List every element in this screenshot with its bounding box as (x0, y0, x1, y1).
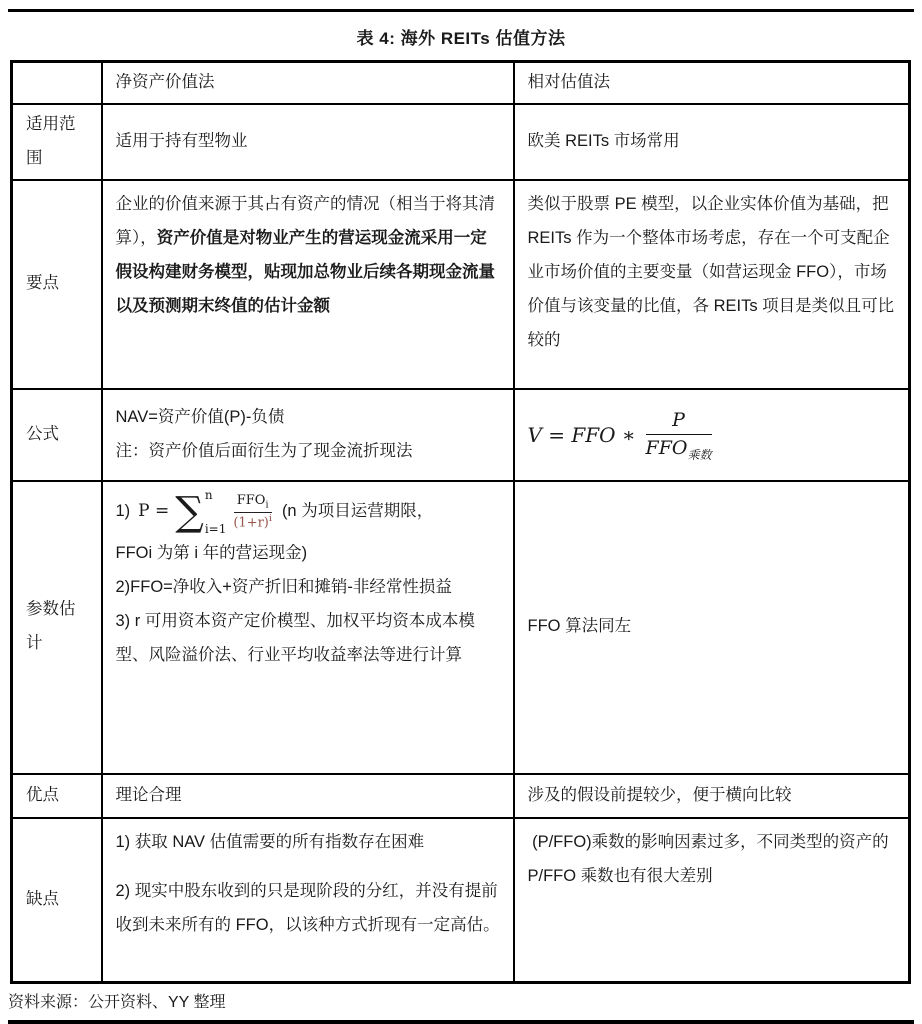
keypoints-rel-cell: 类似于股票 PE 模型，以企业实体价值为基础，把 REITs 作为一个整体市场考虑，存在一个可支配企业市场价值的主要变量（如营运现金 FFO），市场价值与该变量的比值，各 REITs 项目是类似且可比较的 (514, 180, 910, 389)
v-formula-numerator: P (646, 409, 712, 436)
ffo-term: FFO (236, 493, 266, 509)
scope-rel-cell: 欧美 REITs 市场常用 (514, 104, 910, 180)
formula-nav-cell (102, 389, 514, 481)
bottom-rule (8, 1020, 914, 1024)
header-nav-method: 净资产价值法 (102, 62, 514, 104)
discount-fraction (233, 493, 272, 530)
sigma-symbol: ∑ (175, 488, 204, 535)
header-relative-method: 相对估值法 (514, 62, 910, 104)
params-item1-line2: FFOi 为第 i 年的营运现金) (115, 543, 308, 562)
header-empty-cell (12, 62, 102, 104)
source-note: 资料来源：公开资料、YY 整理 (8, 993, 226, 1011)
v-formula-fraction (646, 409, 712, 462)
cons-nav-item2: 2) 现实中股东收到的只是现阶段的分红，并没有提前收到未来所有的 FFO，以该种方式折现有一定高估。 (115, 881, 500, 934)
sum-upper-limit: n (204, 487, 213, 502)
keypoints-label: 要点 (12, 180, 102, 389)
row-scope (12, 104, 910, 180)
row-pros (12, 774, 910, 818)
v-formula-denominator (646, 435, 712, 461)
sum-lower-limit: i=1 (204, 521, 227, 536)
scope-nav-cell: 适用于持有型物业 (102, 104, 514, 180)
ffo-subscript: i (265, 500, 269, 512)
keypoints-nav-plain: 企业的价值来源于其占有资产的情况（相当于将其清算）， (115, 194, 495, 247)
rate-exponent: i (268, 512, 272, 524)
p-formula-note: (n 为项目运营期限， (281, 501, 434, 520)
rate-term: (1+r) (233, 514, 269, 530)
discount-fraction-denominator (233, 513, 272, 531)
p-formula-number: 1) (115, 501, 131, 520)
params-nav-cell (102, 481, 514, 774)
formula-rel-cell (514, 389, 910, 481)
cons-label: 缺点 (12, 818, 102, 983)
sum-operator (175, 489, 226, 535)
table-title: 表 4: 海外 REITs 估值方法 (356, 29, 566, 48)
v-formula-lhs: V = FFO ∗ (527, 422, 636, 447)
params-rel-cell: FFO 算法同左 (514, 481, 910, 774)
header-row (12, 62, 910, 104)
formula-label: 公式 (12, 389, 102, 481)
formula-nav-line1: NAV=资产价值(P)-负债 (115, 407, 285, 426)
sum-limits (205, 489, 227, 535)
formula-nav-line2: 注：资产价值后面衍生为了现金流折现法 (115, 441, 413, 460)
scope-label: 适用范围 (12, 104, 102, 180)
v-formula-den-subscript: 乘数 (687, 448, 712, 463)
discount-fraction-numerator (234, 493, 272, 512)
row-params (12, 481, 910, 774)
params-item2: 2)FFO=净收入+资产折旧和摊销-非经常性损益 (115, 577, 452, 596)
cons-nav-item1: 1) 获取 NAV 估值需要的所有指数存在困难 (115, 832, 425, 851)
params-label: 参数估计 (12, 481, 102, 774)
row-keypoints (12, 180, 910, 389)
p-formula (116, 489, 503, 535)
cons-rel-cell: (P/FFO)乘数的影响因素过多，不同类型的资产的 P/FFO 乘数也有很大差别 (514, 818, 910, 983)
params-item3: 3) r 可用资本资产定价模型、加权平均资本成本模型、风险溢价法、行业平均收益率法等进行计算 (115, 611, 475, 664)
cons-nav-cell (102, 818, 514, 983)
keypoints-nav-cell (102, 180, 514, 389)
reits-valuation-table (10, 60, 911, 984)
v-formula-den-base: FFO (645, 437, 688, 460)
p-formula-lhs: P = (138, 501, 170, 522)
keypoints-nav-bold: 资产价值是对物业产生的营运现金流采用一定假设构建财务模型，贴现加总物业后续各期现金流量以及预测期末终值的估计金额 (115, 228, 495, 315)
document-page (0, 9, 922, 1011)
pros-nav-cell: 理论合理 (102, 774, 514, 818)
row-formula (12, 389, 910, 481)
v-formula (528, 409, 899, 462)
row-cons (12, 818, 910, 983)
pros-label: 优点 (12, 774, 102, 818)
pros-rel-cell: 涉及的假设前提较少，便于横向比较 (514, 774, 910, 818)
